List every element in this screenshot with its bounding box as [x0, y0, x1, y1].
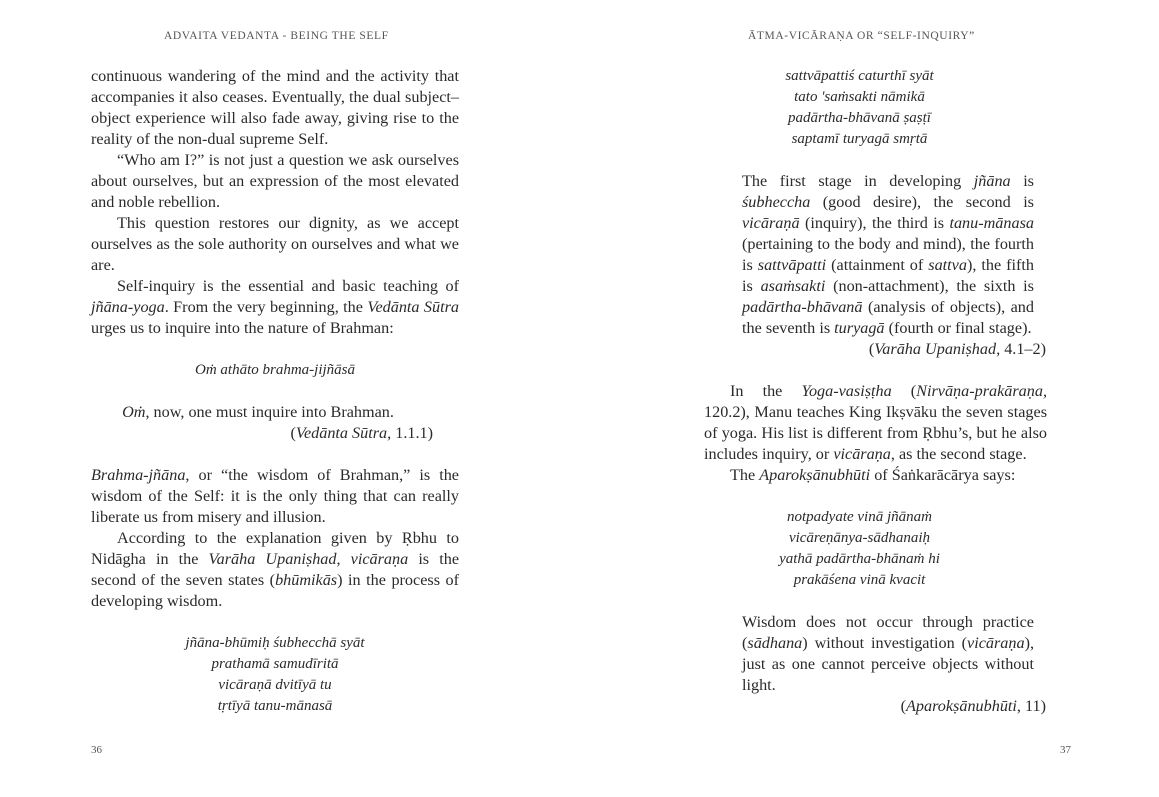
italic-term: padārtha-bhāvanā [742, 298, 863, 316]
verse-line: Oṁ athāto brahma-jijñāsā [194, 362, 355, 378]
citation: (Vedānta Sūtra, 1.1.1) [290, 424, 433, 442]
italic-term: Aparokṣānubhūti [759, 466, 871, 484]
left-page [0, 0, 579, 797]
italic-term: sattva [928, 256, 967, 274]
text-run: (attainment of [826, 256, 929, 274]
text-run: Wisdom does not occur through practice ( [742, 613, 1034, 652]
verse-line: padārtha-bhāvanā ṣaṣṭī [788, 110, 931, 126]
text-run: (good desire), the second is [810, 193, 1034, 211]
right-text-column [704, 66, 1047, 717]
text-run: ), the fifth is [742, 256, 1034, 295]
page-number: 36 [91, 744, 102, 756]
verse-line: yathā padārtha-bhānaṁ hi [779, 551, 940, 567]
italic-term: turyagā [834, 319, 885, 337]
running-header: ĀTMA-VICĀRAṆA OR “SELF-INQUIRY” [748, 30, 975, 42]
citation: (Aparokṣānubhūti, 11) [900, 697, 1046, 715]
verse-block [672, 66, 1047, 150]
text-run: (fourth or final stage). [884, 319, 1032, 337]
italic-term: Yoga-vasiṣṭha [801, 382, 892, 400]
text-run: ), just as one cannot perceive objects without light. [742, 634, 1034, 694]
verse-line: jñāna-bhūmiḥ śubhecchā syāt [185, 635, 365, 651]
paragraph [742, 171, 1034, 339]
text-run: (pertaining to the body and mind), the fourth is [742, 235, 1034, 274]
text-run: (non-attachment), the sixth is [825, 277, 1034, 295]
italic-term: asaṁsakti [760, 277, 826, 295]
verse-line: prathamā samudīritā [211, 656, 339, 672]
text-run: of Śaṅkarācārya says: [870, 466, 1016, 484]
paragraph: This question restores our dignity, as we accept ourselves as the sole authority on ourselves and what we are. [91, 214, 459, 274]
verse-block [91, 360, 459, 381]
text-run: ( [891, 382, 917, 400]
text-run: (inquiry), the third is [799, 214, 950, 232]
text-run: ) without investigation ( [802, 634, 968, 652]
left-text-column [91, 66, 459, 717]
verse-line: vicāreṇānya-sādhanaiḥ [788, 530, 931, 546]
paragraph: Brahma-jñāna, or “the wisdom of Brahman,” is the wisdom of the Self: it is the only thing that can really liberate us from misery and illusion. [91, 466, 459, 526]
verse-line: vicāraṇā dvitīyā tu [218, 677, 332, 693]
right-page [580, 0, 1159, 797]
text-run: is [1010, 172, 1034, 190]
page-number: 37 [1060, 744, 1071, 756]
verse-line: tato 'saṁsakti nāmikā [794, 89, 925, 105]
text-run: The first stage in developing [742, 172, 974, 190]
verse-line: saptamī turyagā smṛtā [791, 131, 928, 147]
italic-term: sādhana [747, 634, 803, 652]
italic-term: Nirvāṇa-prakāraṇa, [916, 382, 1048, 400]
paragraph [704, 465, 1047, 486]
verse-block [672, 507, 1047, 591]
paragraph [742, 612, 1034, 696]
citation: (Varāha Upaniṣhad, 4.1–2) [868, 340, 1046, 358]
text-run: (analysis of objects), and the seventh is [742, 298, 1034, 337]
italic-term: sattvāpatti [757, 256, 827, 274]
paragraph: Self-inquiry is the essential and basic teaching of jñāna-yoga. From the very beginning, the Vedānta Sūtra urges us to inquire into the nature of Brahman: [91, 277, 460, 337]
paragraph: continuous wandering of the mind and the activity that accompanies it also ceases. Eventually, the dual subject–object experience will also fade away, giving rise to the reality of the non-dual supreme Self. [91, 67, 459, 148]
verse-line: notpadyate vinā jñānaṁ [787, 509, 932, 525]
translation: Oṁ, now, one must inquire into Brahman. [122, 403, 394, 421]
italic-term: vicāraṇa [967, 634, 1025, 652]
verse-block [91, 633, 459, 717]
text-run: The [730, 466, 760, 484]
verse-line: tṛtīyā tanu-mānasā [217, 698, 333, 714]
paragraph [704, 381, 1047, 465]
italic-term: vicāraṇa [833, 445, 891, 463]
running-header: ADVAITA VEDANTA - BEING THE SELF [164, 30, 389, 42]
text-run: , as the second stage. [890, 445, 1027, 463]
italic-term: tanu-mānasa [949, 214, 1034, 232]
verse-line: prakāśena vinā kvacit [793, 572, 926, 588]
italic-term: śubheccha [742, 193, 811, 211]
text-run: In the [730, 382, 802, 400]
italic-term: jñāna [973, 172, 1011, 190]
verse-line: sattvāpattiś caturthī syāt [785, 68, 934, 84]
text-run: 120.2), Manu teaches King Ikṣvāku the seven stages of yoga. His list is different from Ṛbhu’s, but he also includes inquiry, or [704, 403, 1047, 463]
paragraph: “Who am I?” is not just a question we ask ourselves about ourselves, but an expression of the most elevated and noble rebellion. [91, 151, 459, 211]
paragraph: According to the explanation given by Ṛbhu to Nidāgha in the Varāha Upaniṣhad, vicāraṇa is the second of the seven states (bhūmikās) in the process of developing wisdom. [91, 529, 460, 610]
italic-term: vicāraṇā [742, 214, 800, 232]
